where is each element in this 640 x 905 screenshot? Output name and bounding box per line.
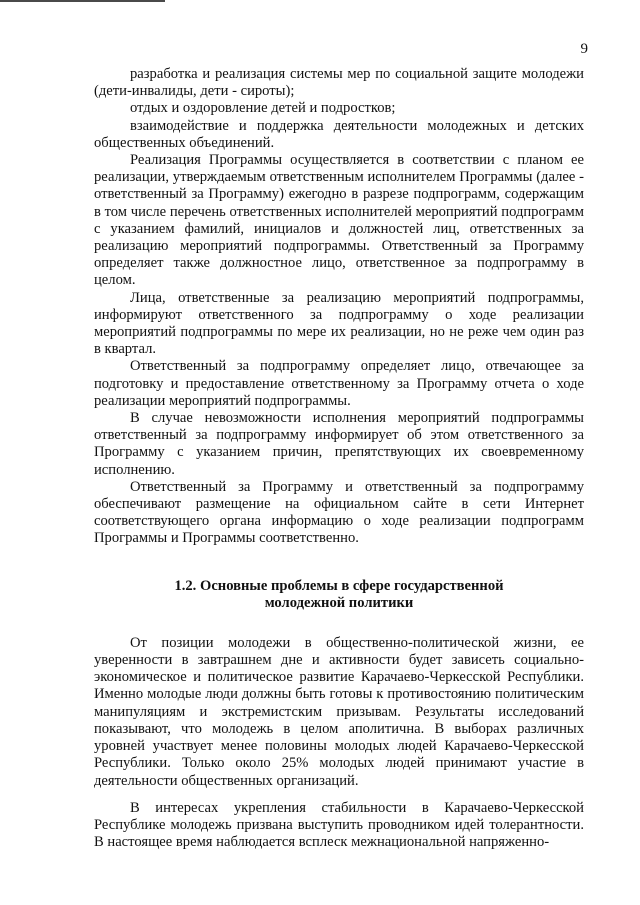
scan-edge-mark	[0, 0, 165, 2]
section-heading	[94, 578, 584, 613]
paragraph-social-protection: разработка и реализация системы мер по социальной защите молодежи (дети-инвалиды, дети - сироты);	[94, 66, 584, 100]
section-heading-line-1: 1.2. Основные проблемы в сфере государственной	[174, 577, 504, 594]
paragraph-subprogram-report: Ответственный за подпрограмму определяет лицо, отвечающее за подготовку и предоставление ответственному за Программу отчета о ходе реализации мероприятий подпрограммы.	[94, 358, 584, 409]
paragraph-tolerance: В интересах укрепления стабильности в Карачаево-Черкесской Республике молодежь призвана выступить проводником идей толерантности. В настоящее время наблюдается всплеск межнациональной напряженно-	[94, 799, 584, 851]
page-number: 9	[580, 41, 588, 57]
paragraph-impossibility: В случае невозможности исполнения мероприятий подпрограммы ответственный за подпрограмму информирует об этом ответственного за Программу с указанием причин, препятствующих их своевременному исполнению.	[94, 410, 584, 478]
paragraph-website-publication: Ответственный за Программу и ответственный за подпрограмму обеспечивают размещение на официальном сайте в сети Интернет соответствующего органа информацию о ходе реализации подпрограмм Программы и Программы соответственно.	[94, 478, 584, 547]
paragraph-cooperation: взаимодействие и поддержка деятельности молодежных и детских общественных объединений.	[94, 117, 584, 151]
paragraph-youth-position: От позиции молодежи в общественно-политической жизни, ее уверенности в завтрашнем дне и активности будет зависеть социально-экономическое и политическое развитие Карачаево-Черкесской Республики. Именно молодые люди должны быть готовы к противостоянию политическим манипуляциям и экстремистским призывам. Результаты исследований показывают, что молодежь в целом аполитична. В выборах различных уровней участвует менее половины молодых людей Карачаево-Черкесской Республики. Только около 25% молодых людей принимают участие в деятельности общественных организаций.	[94, 634, 584, 789]
paragraph-responsible-persons: Лица, ответственные за реализацию мероприятий подпрограммы, информируют ответственного за подпрограмму о ходе реализации мероприятий подпрограммы по мере их реализации, но не реже чем один раз в квартал.	[94, 289, 584, 358]
section-heading-line-2: молодежной политики	[264, 595, 414, 612]
paragraph-program-implementation: Реализация Программы осуществляется в соответствии с планом ее реализации, утверждаемым ответственным исполнителем Программы (далее - ответственный за Программу) ежегодно в разрезе подпрограмм, содержащим в том числе перечень ответственных исполнителей мероприятий подпрограмм с указанием фамилий, инициалов и должностей лиц, ответственных за реализацию мероприятий подпрограммы. Ответственный за Программу определяет также должностное лицо, ответственное за подпрограмму в целом.	[94, 152, 584, 289]
paragraph-recreation: отдых и оздоровление детей и подростков;	[130, 100, 396, 117]
document-body	[94, 66, 584, 851]
